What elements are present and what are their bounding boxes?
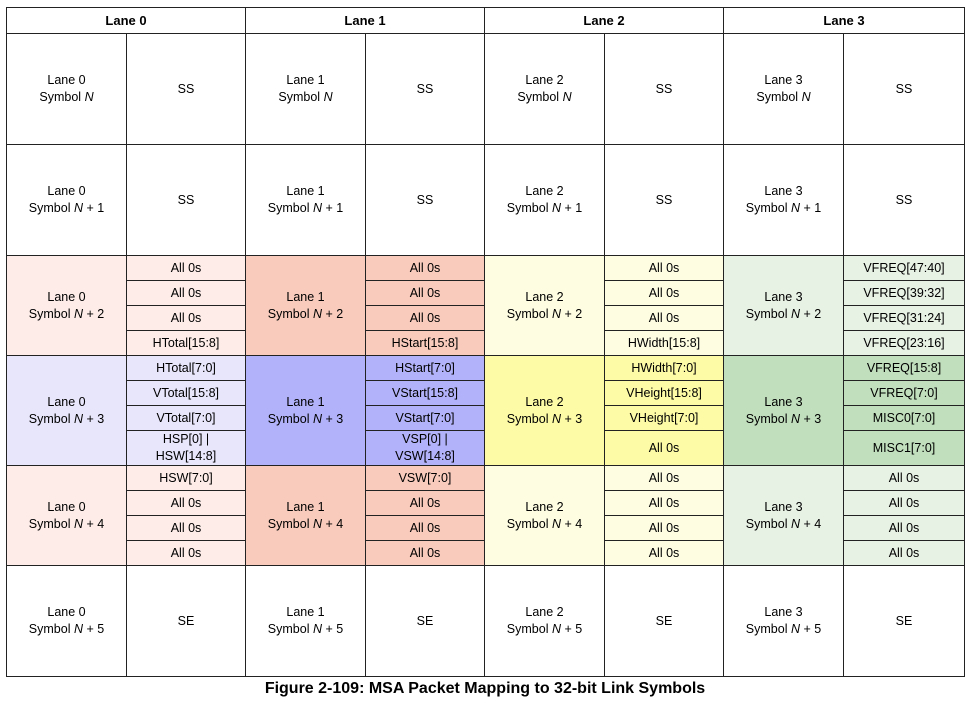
value-cell-two-line: [127, 431, 246, 466]
symbol-prefix: [507, 412, 561, 426]
lane-2-symbol-label: [485, 145, 605, 256]
symbol-word: Symbol: [267, 306, 313, 321]
lane-name: Lane 3: [764, 394, 803, 409]
symbol-offset: + 3: [82, 411, 105, 426]
control-symbol-cell: SE: [127, 566, 246, 677]
lane-3-symbol-label: [724, 34, 844, 145]
symbol-index: [724, 411, 843, 428]
symbol-word: Symbol: [278, 90, 324, 104]
control-symbol-cell: SS: [605, 34, 724, 145]
value-cell: All 0s: [605, 431, 724, 466]
row-n1: [7, 145, 965, 256]
lane-2-symbol-label: [485, 566, 605, 677]
symbol-prefix: [29, 517, 83, 531]
symbol-index: [724, 306, 843, 323]
symbol-n: N: [562, 90, 572, 104]
symbol-index: [7, 200, 126, 217]
lane-name: Lane 3: [764, 289, 803, 304]
header-lane-3: Lane 3: [724, 8, 965, 34]
lane-name: Lane 0: [47, 605, 86, 619]
lane-0-symbol-label: [7, 34, 127, 145]
lane-name: Lane 1: [286, 605, 325, 619]
symbol-prefix: [29, 201, 83, 215]
lane-name: Lane 1: [286, 499, 325, 514]
symbol-prefix: [268, 412, 322, 426]
lane-name: Lane 3: [764, 184, 803, 198]
symbol-prefix: [507, 307, 561, 321]
lane-name: Lane 1: [286, 73, 325, 87]
symbol-index: [485, 200, 604, 217]
symbol-index: [246, 411, 365, 428]
symbol-word: Symbol: [506, 201, 552, 215]
header-lane-0: Lane 0: [7, 8, 246, 34]
lane-1-symbol-label: [246, 256, 366, 356]
symbol-word: Symbol: [745, 622, 791, 636]
symbol-index: [246, 516, 365, 533]
lane-2-symbol-label: [485, 356, 605, 466]
symbol-word: Symbol: [745, 306, 791, 321]
symbol-n: N: [551, 411, 561, 426]
lane-name: Lane 2: [525, 73, 564, 87]
row-n2-sub-0: [7, 256, 965, 281]
lane-name: Lane 2: [525, 605, 564, 619]
lane-0-symbol-label: [7, 145, 127, 256]
symbol-word: Symbol: [28, 516, 74, 531]
control-symbol-cell: SE: [844, 566, 965, 677]
symbol-n: N: [551, 516, 561, 531]
value-cell: VFREQ[15:8]: [844, 356, 965, 381]
lane-name: Lane 2: [525, 394, 564, 409]
symbol-prefix: [756, 90, 810, 104]
symbol-index: [7, 621, 126, 638]
symbol-index: [485, 621, 604, 638]
symbol-offset: + 2: [560, 306, 583, 321]
lane-1-symbol-label: [246, 145, 366, 256]
symbol-word: Symbol: [267, 622, 313, 636]
control-symbol-cell: SE: [605, 566, 724, 677]
value-cell: All 0s: [127, 541, 246, 566]
row-n5: [7, 566, 965, 677]
symbol-word: Symbol: [506, 516, 552, 531]
symbol-word: Symbol: [267, 201, 313, 215]
control-symbol-cell: SS: [844, 34, 965, 145]
symbol-prefix: [268, 517, 322, 531]
symbol-offset: + 1: [560, 201, 583, 215]
lane-0-symbol-label: [7, 256, 127, 356]
value-cell: VStart[15:8]: [366, 381, 485, 406]
value-cell: VFREQ[31:24]: [844, 306, 965, 331]
lane-3-symbol-label: [724, 356, 844, 466]
symbol-n: N: [790, 516, 800, 531]
value-cell: HStart[15:8]: [366, 331, 485, 356]
control-symbol-cell: SE: [366, 566, 485, 677]
symbol-offset: + 2: [799, 306, 822, 321]
symbol-word: Symbol: [745, 516, 791, 531]
control-symbol-cell: SS: [844, 145, 965, 256]
symbol-prefix: [268, 622, 322, 636]
value-cell: All 0s: [605, 306, 724, 331]
symbol-word: Symbol: [506, 306, 552, 321]
value-cell: VFREQ[7:0]: [844, 381, 965, 406]
value-cell: All 0s: [366, 256, 485, 281]
lane-2-symbol-label: [485, 466, 605, 566]
symbol-index: [246, 621, 365, 638]
lane-0-symbol-label: [7, 356, 127, 466]
symbol-offset: + 3: [560, 411, 583, 426]
value-cell: All 0s: [844, 541, 965, 566]
symbol-index: [7, 89, 126, 106]
symbol-word: Symbol: [28, 622, 74, 636]
symbol-word: Symbol: [28, 306, 74, 321]
symbol-n: N: [801, 90, 811, 104]
symbol-prefix: [29, 307, 83, 321]
control-symbol-cell: SS: [366, 145, 485, 256]
symbol-n: N: [790, 622, 800, 636]
symbol-word: Symbol: [506, 411, 552, 426]
symbol-n: N: [312, 306, 322, 321]
symbol-n: N: [312, 622, 322, 636]
symbol-index: [7, 411, 126, 428]
symbol-n: N: [551, 201, 561, 215]
row-n4-sub-0: [7, 466, 965, 491]
symbol-index: [724, 516, 843, 533]
control-symbol-cell: SS: [127, 145, 246, 256]
symbol-n: N: [73, 411, 83, 426]
value-cell: HSW[7:0]: [127, 466, 246, 491]
lane-name: Lane 0: [47, 499, 86, 514]
header-lane-2: Lane 2: [485, 8, 724, 34]
symbol-prefix: [268, 201, 322, 215]
symbol-word: Symbol: [756, 90, 802, 104]
value-line: HSP[0] |: [162, 432, 210, 446]
symbol-offset: + 2: [321, 306, 344, 321]
lane-name: Lane 3: [764, 73, 803, 87]
lane-name: Lane 2: [525, 289, 564, 304]
value-cell: All 0s: [127, 491, 246, 516]
lane-1-symbol-label: [246, 356, 366, 466]
symbol-word: Symbol: [39, 90, 85, 104]
symbol-offset: + 4: [799, 516, 822, 531]
symbol-index: [7, 516, 126, 533]
value-cell: VHeight[7:0]: [605, 406, 724, 431]
symbol-n: N: [84, 90, 94, 104]
figure-caption: Figure 2-109: MSA Packet Mapping to 32-bit Link Symbols: [264, 680, 706, 697]
lane-2-symbol-label: [485, 34, 605, 145]
value-cell: All 0s: [605, 466, 724, 491]
lane-1-symbol-label: [246, 566, 366, 677]
value-cell-two-line: [366, 431, 485, 466]
symbol-offset: + 1: [82, 201, 105, 215]
value-cell: All 0s: [366, 306, 485, 331]
lane-name: Lane 2: [525, 184, 564, 198]
value-cell: VFREQ[39:32]: [844, 281, 965, 306]
symbol-n: N: [73, 306, 83, 321]
lane-name: Lane 2: [525, 499, 564, 514]
symbol-n: N: [790, 201, 800, 215]
value-cell: All 0s: [127, 516, 246, 541]
lane-name: Lane 1: [286, 184, 325, 198]
lane-2-symbol-label: [485, 256, 605, 356]
value-cell: VFREQ[47:40]: [844, 256, 965, 281]
lane-3-symbol-label: [724, 145, 844, 256]
value-cell: VHeight[15:8]: [605, 381, 724, 406]
symbol-index: [246, 200, 365, 217]
lane-name: Lane 0: [47, 289, 86, 304]
symbol-prefix: [517, 90, 571, 104]
value-cell: All 0s: [605, 541, 724, 566]
symbol-word: Symbol: [506, 622, 552, 636]
header-row: [7, 8, 965, 34]
symbol-offset: + 4: [321, 516, 344, 531]
symbol-n: N: [312, 516, 322, 531]
symbol-offset: + 2: [82, 306, 105, 321]
symbol-n: N: [73, 516, 83, 531]
control-symbol-cell: SS: [127, 34, 246, 145]
symbol-prefix: [746, 307, 800, 321]
value-line: VSP[0] |: [402, 432, 448, 446]
symbol-index: [7, 306, 126, 323]
symbol-index: [724, 200, 843, 217]
value-cell: All 0s: [605, 281, 724, 306]
value-cell: HWidth[7:0]: [605, 356, 724, 381]
symbol-prefix: [746, 201, 800, 215]
symbol-word: Symbol: [28, 201, 74, 215]
symbol-index: [246, 89, 365, 106]
lane-3-symbol-label: [724, 466, 844, 566]
symbol-index: [246, 306, 365, 323]
symbol-n: N: [551, 622, 561, 636]
symbol-prefix: [746, 517, 800, 531]
lane-name: Lane 1: [286, 289, 325, 304]
symbol-index: [485, 306, 604, 323]
symbol-index: [485, 89, 604, 106]
lane-1-symbol-label: [246, 34, 366, 145]
value-cell: All 0s: [605, 491, 724, 516]
symbol-word: Symbol: [267, 411, 313, 426]
symbol-index: [485, 516, 604, 533]
value-cell: MISC1[7:0]: [844, 431, 965, 466]
symbol-n: N: [790, 306, 800, 321]
lane-name: Lane 0: [47, 73, 86, 87]
symbol-offset: + 5: [799, 622, 822, 636]
value-line: HSW[14:8]: [155, 449, 217, 463]
value-cell: VSW[7:0]: [366, 466, 485, 491]
symbol-index: [485, 411, 604, 428]
symbol-offset: + 5: [321, 622, 344, 636]
symbol-n: N: [312, 411, 322, 426]
value-cell: HStart[7:0]: [366, 356, 485, 381]
header-lane-1: Lane 1: [246, 8, 485, 34]
value-cell: VStart[7:0]: [366, 406, 485, 431]
value-cell: HTotal[7:0]: [127, 356, 246, 381]
value-cell: All 0s: [366, 541, 485, 566]
symbol-n: N: [323, 90, 333, 104]
value-cell: All 0s: [844, 466, 965, 491]
symbol-n: N: [73, 622, 83, 636]
value-cell: All 0s: [127, 281, 246, 306]
lane-name: Lane 1: [286, 394, 325, 409]
symbol-offset: + 4: [82, 516, 105, 531]
value-line: VSW[14:8]: [395, 449, 455, 463]
control-symbol-cell: SS: [366, 34, 485, 145]
msa-mapping-figure: [6, 7, 964, 677]
value-cell: All 0s: [366, 281, 485, 306]
symbol-prefix: [29, 412, 83, 426]
symbol-offset: + 3: [321, 411, 344, 426]
symbol-prefix: [507, 517, 561, 531]
lane-name: Lane 0: [47, 184, 86, 198]
symbol-n: N: [551, 306, 561, 321]
symbol-offset: + 1: [799, 201, 822, 215]
value-cell: All 0s: [844, 516, 965, 541]
lane-1-symbol-label: [246, 466, 366, 566]
symbol-n: N: [790, 411, 800, 426]
symbol-prefix: [278, 90, 332, 104]
lane-0-symbol-label: [7, 566, 127, 677]
row-n3-sub-0: [7, 356, 965, 381]
value-cell: HWidth[15:8]: [605, 331, 724, 356]
symbol-prefix: [268, 307, 322, 321]
lane-3-symbol-label: [724, 256, 844, 356]
symbol-offset: + 4: [560, 516, 583, 531]
symbol-prefix: [507, 201, 561, 215]
lane-name: Lane 3: [764, 605, 803, 619]
value-cell: All 0s: [366, 491, 485, 516]
symbol-prefix: [507, 622, 561, 636]
lane-0-symbol-label: [7, 466, 127, 566]
symbol-n: N: [73, 201, 83, 215]
symbol-prefix: [746, 412, 800, 426]
symbol-index: [724, 89, 843, 106]
symbol-n: N: [312, 201, 322, 215]
value-cell: All 0s: [605, 256, 724, 281]
symbol-prefix: [29, 622, 83, 636]
symbol-index: [724, 621, 843, 638]
symbol-prefix: [39, 90, 93, 104]
value-cell: HTotal[15:8]: [127, 331, 246, 356]
symbol-word: Symbol: [745, 201, 791, 215]
value-cell: All 0s: [366, 516, 485, 541]
symbol-word: Symbol: [517, 90, 563, 104]
symbol-word: Symbol: [28, 411, 74, 426]
symbol-word: Symbol: [745, 411, 791, 426]
msa-mapping-table: [6, 7, 965, 677]
symbol-offset: + 5: [82, 622, 105, 636]
row-n: [7, 34, 965, 145]
symbol-word: Symbol: [267, 516, 313, 531]
value-cell: VTotal[7:0]: [127, 406, 246, 431]
lane-name: Lane 3: [764, 499, 803, 514]
value-cell: All 0s: [127, 306, 246, 331]
symbol-offset: + 5: [560, 622, 583, 636]
symbol-offset: + 1: [321, 201, 344, 215]
value-cell: All 0s: [605, 516, 724, 541]
value-cell: VTotal[15:8]: [127, 381, 246, 406]
value-cell: All 0s: [127, 256, 246, 281]
value-cell: VFREQ[23:16]: [844, 331, 965, 356]
value-cell: All 0s: [844, 491, 965, 516]
lane-3-symbol-label: [724, 566, 844, 677]
control-symbol-cell: SS: [605, 145, 724, 256]
value-cell: MISC0[7:0]: [844, 406, 965, 431]
lane-name: Lane 0: [47, 394, 86, 409]
symbol-prefix: [746, 622, 800, 636]
symbol-offset: + 3: [799, 411, 822, 426]
